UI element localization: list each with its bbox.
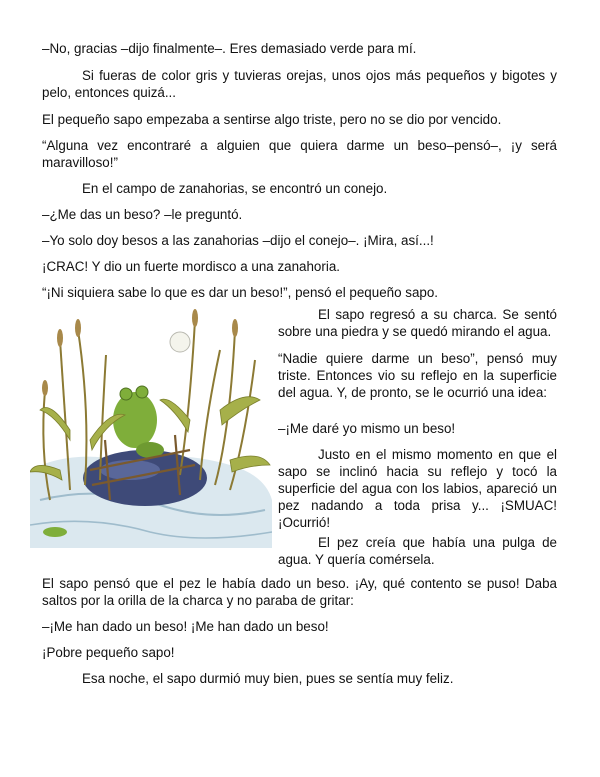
paragraph: Justo en el mismo momento en que el sapo se inclinó hacia su reflejo y tocó la superficie del agua con los labios, apareció un pez nadando a toda prisa y... ¡SMUAC! ¡Ocurrió! <box>278 447 557 530</box>
paragraph: “Alguna vez encontraré a alguien que quiera darme un beso–pensó–, ¡y será maravilloso!” <box>42 138 557 170</box>
frog <box>113 392 157 448</box>
paragraph: ¡CRAC! Y dio un fuerte mordisco a una zanahoria. <box>42 259 340 274</box>
paragraph: El sapo regresó a su charca. Se sentó sobre una piedra y se quedó mirando el agua. <box>278 307 557 339</box>
paragraph: –¿Me das un beso? –le preguntó. <box>42 207 243 222</box>
frog-pond-illustration <box>30 300 272 548</box>
paragraph: Esa noche, el sapo durmió muy bien, pues se sentía muy feliz. <box>82 671 454 686</box>
paragraph: El pez creía que había una pulga de agua. Y quería comérsela. <box>278 535 557 567</box>
paragraph: Si fueras de color gris y tuvieras orejas, unos ojos más pequeños y bigotes y pelo, entonces quizá... <box>42 68 557 100</box>
paragraph: “¡Ni siquiera sabe lo que es dar un beso!”, pensó el pequeño sapo. <box>42 285 439 300</box>
frog-eye <box>120 388 132 400</box>
paragraph: En el campo de zanahorias, se encontró un conejo. <box>82 181 388 196</box>
paragraph: El sapo pensó que el pez le había dado un beso. ¡Ay, qué contento se puso! Daba saltos por la orilla de la charca y no paraba de gritar: <box>42 576 557 608</box>
paragraph: El pequeño sapo empezaba a sentirse algo triste, pero no se dio por vencido. <box>42 112 502 127</box>
frog-eye <box>136 386 148 398</box>
lily-pad <box>43 527 67 537</box>
paragraph: –No, gracias –dijo finalmente–. Eres demasiado verde para mí. <box>42 41 417 56</box>
paragraph: ¡Pobre pequeño sapo! <box>42 645 175 660</box>
paragraph: “Nadie quiere darme un beso”, pensó muy triste. Entonces vio su reflejo en la superficie del agua. Y, de pronto, se le ocurrió una idea: <box>278 351 557 400</box>
paragraph: –¡Me han dado un beso! ¡Me han dado un beso! <box>42 619 329 634</box>
paragraph: –¡Me daré yo mismo un beso! <box>278 421 456 436</box>
paragraph: –Yo solo doy besos a las zanahorias –dijo el conejo–. ¡Mira, así...! <box>42 233 434 248</box>
moon <box>170 332 190 352</box>
